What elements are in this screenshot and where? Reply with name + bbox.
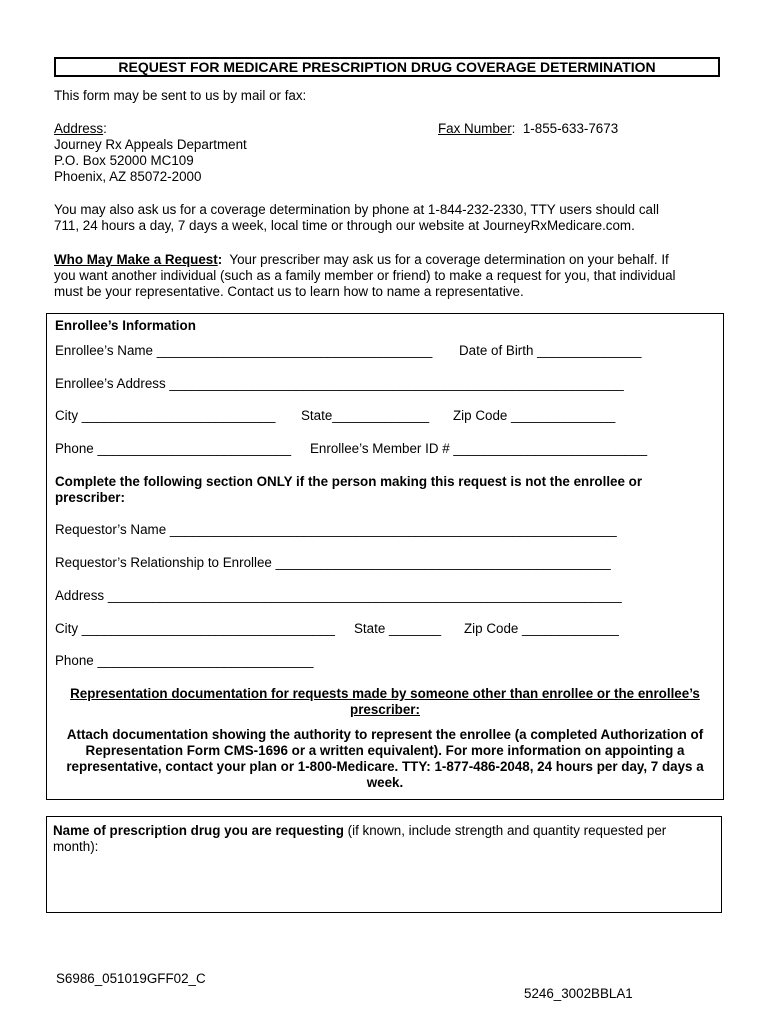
enrollee-state-field[interactable]: State_____________ [301,408,430,423]
drug-label-row [53,823,666,839]
fax-label: Fax Number [438,121,512,136]
requestor-zip-field[interactable]: Zip Code _____________ [464,621,619,636]
address-line-2: P.O. Box 52000 MC109 [54,153,194,168]
address-line-1: Journey Rx Appeals Department [54,137,247,152]
phone-paragraph-line-2: 711, 24 hours a day, 7 days a week, local time or through our website at JourneyRxMedicare.com. [54,218,635,233]
requestor-heading-line-2: prescriber: [55,490,125,505]
requestor-name-field[interactable]: Requestor’s Name ____________________________________________________________ [55,522,617,537]
address-label: Address [54,121,104,136]
who-paragraph-line-2: you want another individual (such as a family member or friend) to make a request for you, that individual [54,268,676,283]
address-label-row: Address: [54,121,107,136]
requestor-phone-field[interactable]: Phone _____________________________ [55,653,314,668]
representation-heading-line-1: Representation documentation for requests made by someone other than enrollee or the enrollee’s [70,686,700,701]
drug-label-line-2: month): [53,839,99,854]
representation-body-line-3: representative, contact your plan or 1-800-Medicare. TTY: 1-877-486-2048, 24 hours per day, 7 days a [66,759,704,774]
enrollee-city-field[interactable]: City __________________________ [55,408,276,423]
enrollee-address-field[interactable]: Enrollee’s Address _____________________________________________________________ [55,376,624,391]
intro-text: This form may be sent to us by mail or fax: [54,88,307,103]
fax-number: 1-855-633-7673 [522,121,619,136]
requestor-state-field[interactable]: State _______ [354,621,442,636]
footer-code-right: 5246_3002BBLA1 [524,986,633,1001]
requestor-address-field[interactable]: Address _____________________________________________________________________ [55,588,622,603]
footer-code-left: S6986_051019GFF02_C [56,971,206,986]
representation-body-line-1: Attach documentation showing the authority to represent the enrollee (a completed Authorization of [66,727,704,742]
requestor-heading-line-1: Complete the following section ONLY if the person making this request is not the enrollee or [55,474,643,489]
enrollee-dob-field[interactable]: Date of Birth ______________ [459,343,642,358]
drug-detail: (if known, include strength and quantity requested per [343,823,667,838]
enrollee-member-id-field[interactable]: Enrollee’s Member ID # __________________________ [310,441,648,456]
fax-row: Fax Number: 1-855-633-7673 [438,121,619,136]
who-paragraph-line-1: Who May Make a Request: Your prescriber may ask us for a coverage determination on your behalf. If [54,252,669,267]
representation-body-line-2: Representation Form CMS-1696 or a written equivalent). For more information on appointing a [85,743,685,758]
enrollee-name-field[interactable]: Enrollee’s Name _____________________________________ [55,343,433,358]
representation-body-line-4: week. [366,775,404,790]
phone-paragraph-line-1: You may also ask us for a coverage determination by phone at 1-844-232-2330, TTY users should call [54,202,659,217]
who-label: Who May Make a Request [54,252,218,267]
address-line-3: Phoenix, AZ 85072-2000 [54,169,202,184]
requestor-city-field[interactable]: City __________________________________ [55,621,335,636]
requestor-relationship-field[interactable]: Requestor’s Relationship to Enrollee _____________________________________________ [55,555,611,570]
enrollee-phone-field[interactable]: Phone __________________________ [55,441,292,456]
drug-label: Name of prescription drug you are requesting [53,823,344,838]
representation-heading-line-2: prescriber: [350,702,420,717]
page-title: REQUEST FOR MEDICARE PRESCRIPTION DRUG COVERAGE DETERMINATION [54,57,720,77]
who-paragraph-line-3: must be your representative. Contact us to learn how to name a representative. [54,284,524,299]
who-text-1: Your prescriber may ask us for a coverage determination on your behalf. If [229,252,669,267]
enrollee-heading: Enrollee’s Information [55,318,196,333]
enrollee-zip-field[interactable]: Zip Code ______________ [453,408,616,423]
